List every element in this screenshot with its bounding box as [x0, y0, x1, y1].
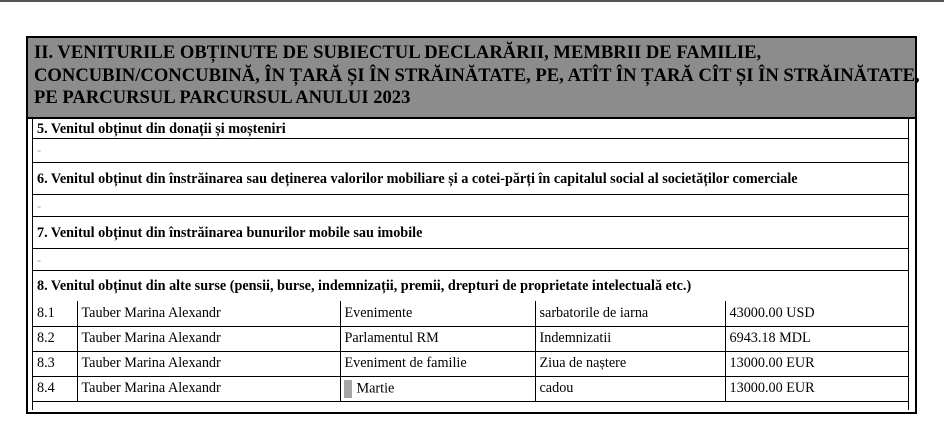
section-7-empty: - [33, 249, 908, 271]
income-amount: 13000.00 EUR [725, 351, 908, 376]
redaction-mark [344, 380, 352, 398]
header-line-3: PE PARCURSUL PARCURSUL ANULUI 2023 [34, 87, 411, 108]
beneficiary-name: Tauber Marina Alexandr [77, 326, 340, 351]
section-5-empty: - [33, 139, 908, 163]
income-table [32, 119, 909, 410]
income-amount: 13000.00 EUR [725, 376, 908, 401]
income-source-cell [340, 376, 535, 401]
beneficiary-name: Tauber Marina Alexandr [77, 351, 340, 376]
income-source: Parlamentul RM [340, 326, 535, 351]
section-6-title: 6. Venitul obținut din înstrăinarea sau deținerea valorilor mobiliare și a cotei-părți în capitalul social al societăților comerciale [33, 163, 908, 195]
income-source: Evenimente [340, 301, 535, 326]
table-row [33, 351, 908, 376]
table-row [33, 376, 908, 401]
income-type: Ziua de naștere [535, 351, 725, 376]
row-number: 8.4 [33, 376, 77, 401]
income-type: Indemnizatii [535, 326, 725, 351]
table-row [33, 301, 908, 326]
section-header [28, 38, 920, 119]
income-type: sarbatorile de iarna [535, 301, 725, 326]
section-8-title: 8. Venitul obținut din alte surse (pensii, burse, indemnizații, premii, drepturi de proprietate intelectuală etc.) [37, 278, 692, 294]
section-5-title: 5. Venitul obținut din donații și moșteniri [33, 119, 908, 139]
beneficiary-name: Tauber Marina Alexandr [77, 376, 340, 401]
header-line-1: II. VENITURILE OBȚINUTE DE SUBIECTUL DECLARĂRII, MEMBRII DE FAMILIE, [34, 42, 762, 63]
row-number: 8.3 [33, 351, 77, 376]
row-number: 8.2 [33, 326, 77, 351]
section-6-empty: - [33, 195, 908, 217]
income-source: Eveniment de familie [340, 351, 535, 376]
income-source: Martie [356, 379, 395, 396]
income-type: cadou [535, 376, 725, 401]
table-row [33, 326, 908, 351]
row-number: 8.1 [33, 301, 77, 326]
header-line-2: CONCUBIN/CONCUBINĂ, ÎN ȚARĂ ȘI ÎN STRĂINĂTATE, PE, ATÎT ÎN ȚARĂ CÎT ȘI ÎN STRĂINĂTATE, [34, 64, 920, 86]
top-divider [0, 0, 944, 2]
section-7-title: 7. Venitul obținut din înstrăinarea bunurilor mobile sau imobile [33, 217, 908, 249]
beneficiary-name: Tauber Marina Alexandr [77, 301, 340, 326]
section-8-table [33, 301, 908, 402]
income-amount: 43000.00 USD [725, 301, 908, 326]
income-amount: 6943.18 MDL [725, 326, 908, 351]
